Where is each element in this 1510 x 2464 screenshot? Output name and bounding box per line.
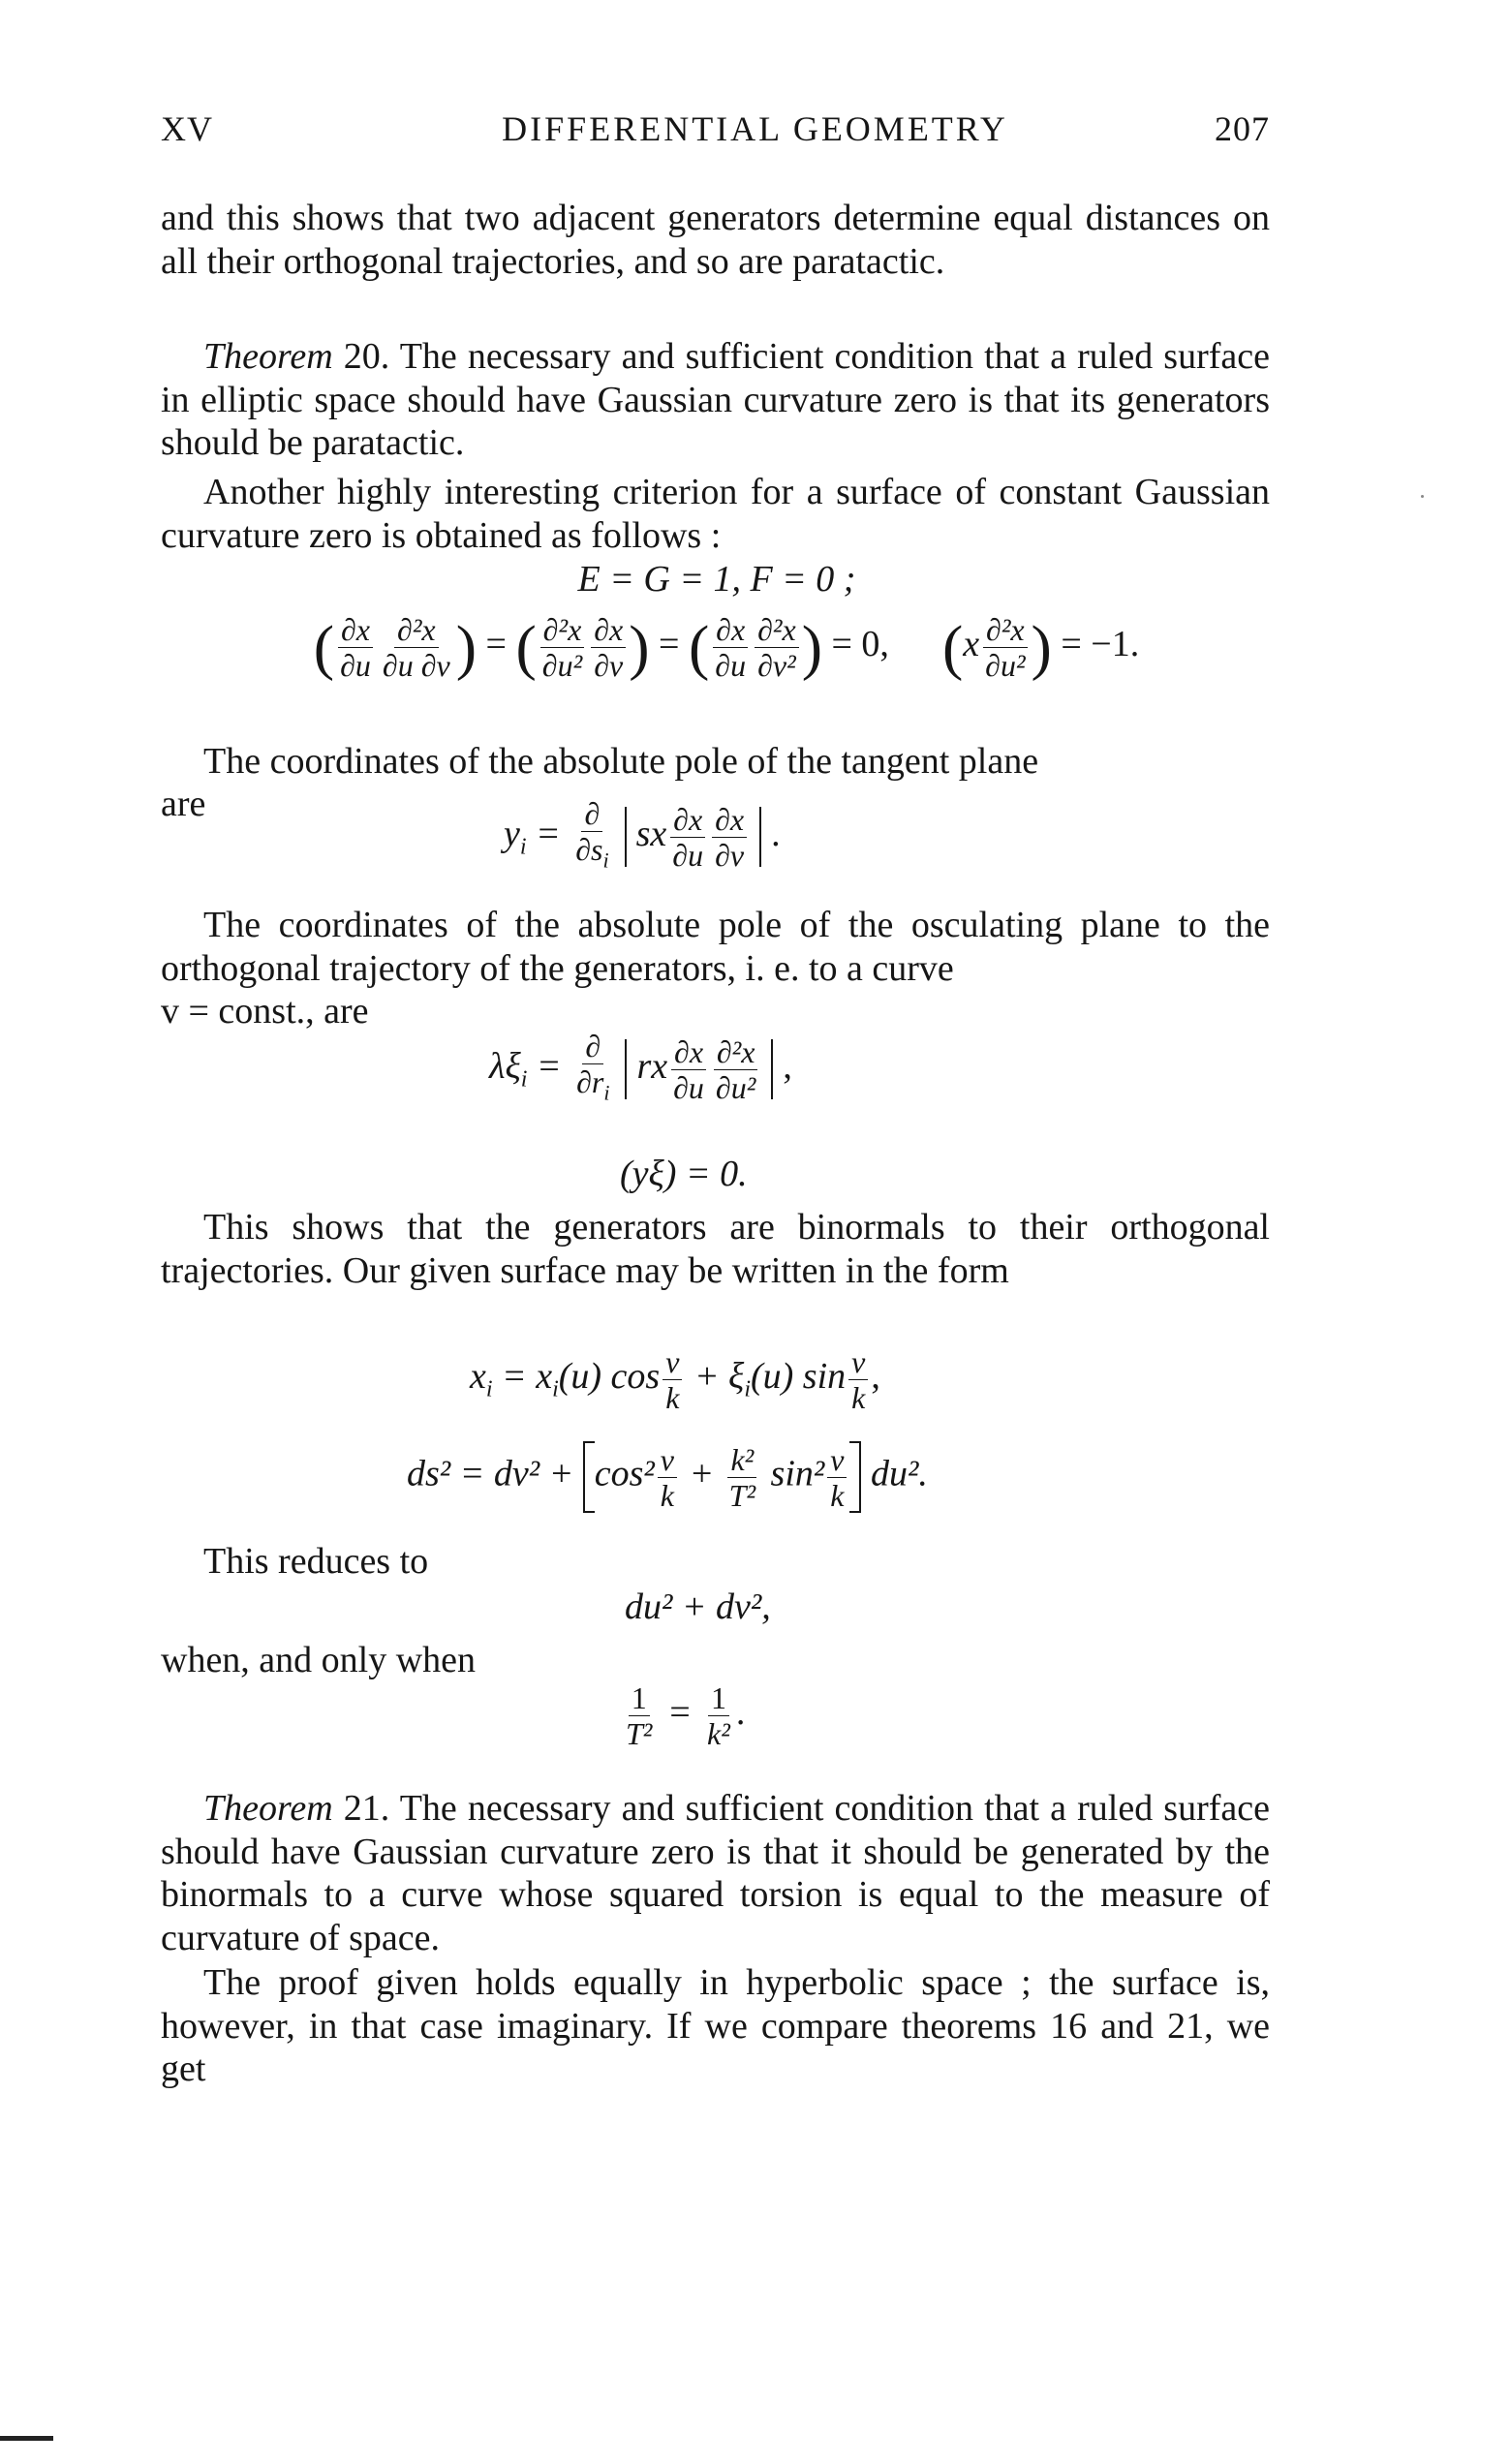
paragraph-reduces: This reduces to	[203, 1541, 429, 1582]
equation-tangent-pole: $y_i$ = $\frac{\partial}{\partial s_i}$ sx $\frac{\partial x}{\partial u}$ $\frac{\partial x}{\partial v}$ .	[504, 796, 781, 873]
equation-osculating-pole: $\lambda\xi_i$ = $\frac{\partial}{\partial r_i}$ rx $\frac{\partial x}{\partial u}$ $\frac{\text{∂²x}}{\text{∂u²}}$ ,	[489, 1029, 792, 1105]
theorem-20	[161, 335, 1270, 465]
equation-surface-form: $x_i = x_i(u)$ cos $\frac{v}{k}$ + $\xi_i(u)$ sin $\frac{v}{k}$ ,	[470, 1344, 880, 1415]
scan-speck	[1421, 495, 1424, 498]
paragraph-hyperbolic: The proof given holds equally in hyperbolic space ; the surface is, however, in that case imaginary. If we compare theorems 16 and 21, we get	[161, 1962, 1270, 2089]
theorem-label: Theorem	[203, 336, 333, 377]
paragraph-tangent-plane: The coordinates of the absolute pole of the tangent plane	[203, 741, 1039, 782]
paragraph-intro: and this shows that two adjacent generators determine equal distances on all their orthogonal trajectories, and so are paratactic.	[161, 198, 1270, 282]
paragraph-osculating-plane-end: v = const., are	[161, 991, 369, 1032]
paragraph-only-when: when, and only when	[161, 1640, 477, 1680]
scan-edge-mark	[0, 2436, 53, 2441]
theorem-number: 20.	[343, 336, 390, 377]
equation-reduced: du² + dv²,	[625, 1586, 771, 1627]
equation-orthogonality: (yξ) = 0.	[620, 1154, 748, 1194]
running-title: DIFFERENTIAL GEOMETRY	[502, 109, 1008, 148]
theorem-21	[161, 1787, 1270, 1959]
equation-torsion-condition: $\frac{1}{\text{T²}}$ = $\frac{1}{\text{k²}}$ .	[626, 1680, 746, 1751]
paragraph-criterion: Another highly interesting criterion for a surface of constant Gaussian curvature zero is obtained as follows :	[161, 472, 1270, 556]
equation-first-fundamental: E = G = 1, F = 0 ;	[577, 559, 856, 600]
equation-rhs-zero: = 0,	[831, 624, 889, 665]
chapter-number: XV	[161, 109, 213, 148]
page-number: 207	[1215, 109, 1270, 148]
equation-scalar-products: ( $\frac{\partial x}{\partial u}$ $\frac{\text{∂²x}}{\partial u \partial v}$ ) = ( $\frac{\text{∂²x}}{\text{∂u²}}$ $\frac{\partial x}{\partial v}$ ) = ( $\frac{\partial x}{\partial u}$ $\frac{\text{∂²x}}{\text{∂v²}}$ ) = 0, (x $\frac{\text{∂²x}}{\text{∂u²}}$ ) = −1.	[313, 612, 1140, 683]
theorem-text: The necessary and sufficient condition that a ruled surface in elliptic space should have Gaussian curvature zero is that its generators should be paratactic.	[161, 336, 1270, 463]
equation-rhs-negative: = −1.	[1061, 624, 1140, 665]
theorem-label: Theorem	[203, 1788, 333, 1829]
paragraph-tangent-plane-end: are	[161, 784, 206, 824]
theorem-text: The necessary and sufficient condition that a ruled surface should have Gaussian curvature zero is that it should be generated by the binormals to a curve whose squared torsion is equal to the measure of curvature of space.	[161, 1788, 1270, 1958]
theorem-number: 21.	[343, 1788, 390, 1829]
paragraph-binormals: This shows that the generators are binormals to their orthogonal trajectories. Our given surface may be written in the form	[161, 1207, 1270, 1291]
paragraph-osculating-plane: The coordinates of the absolute pole of the osculating plane to the orthogonal trajectory of the generators, i. e. to a curve	[161, 905, 1270, 989]
equation-line-element: ds² = dv² + cos² $\frac{v}{k}$ + $\frac{\text{k²}}{\text{T²}}$ sin² $\frac{v}{k}$ du².	[407, 1441, 928, 1513]
